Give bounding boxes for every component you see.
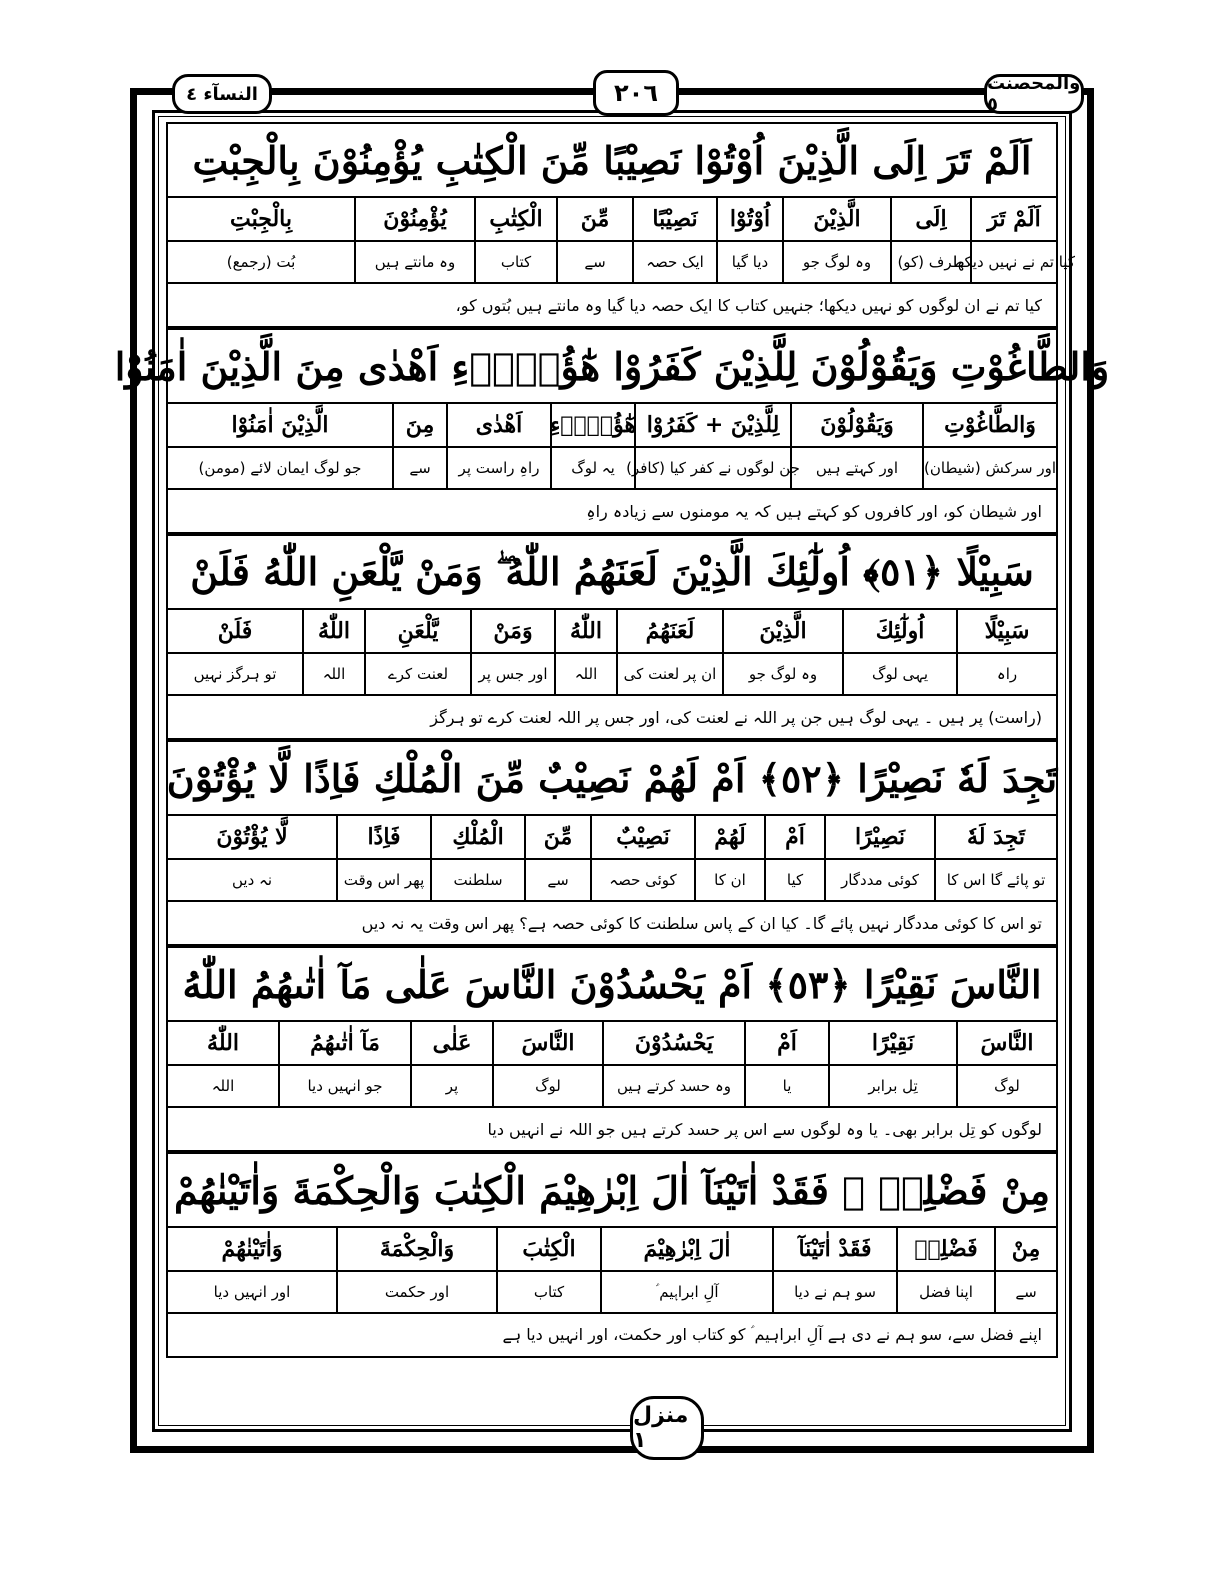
word-cell: نَصِيْبٌ	[590, 816, 694, 858]
meaning-cell: تِل برابر	[828, 1066, 956, 1106]
word-cell: اَهْدٰى	[446, 404, 550, 446]
word-cell: مِّنَ	[524, 816, 590, 858]
meaning-cell: اللہ	[211, 1077, 235, 1095]
meaning-cell: کوئی مددگار	[824, 860, 934, 900]
page-number: ٢٠٦	[593, 70, 679, 116]
word-cell: اللّٰهُ	[554, 610, 616, 652]
meaning-cell: لعنت کرے	[364, 654, 470, 694]
word-cell: يَحْسُدُوْنَ	[602, 1022, 744, 1064]
word-cell: النَّاسَ	[956, 1022, 1056, 1064]
meaning-cell: اور انہیں دیا	[213, 1283, 291, 1301]
meaning-cell: راہ	[956, 654, 1056, 694]
word-cell: سَبِيْلًا	[956, 610, 1056, 652]
urdu-meaning-row	[166, 860, 1058, 902]
arabic-word-row	[166, 1022, 1058, 1066]
meaning-cell: لوگ	[492, 1066, 602, 1106]
word-cell: لَهُمْ	[694, 816, 764, 858]
verse-line: سَبِيْلًا ﴿٥١﴾ اُولٰٓئِكَ الَّذِيْنَ لَعَنَهُمُ اللّٰهُ ۖ وَمَنْ يَّلْعَنِ اللّٰهُ فَلَنْ	[166, 534, 1058, 610]
meaning-cell: اور سرکش (شیطان)	[922, 448, 1056, 488]
word-cell: الَّذِيْنَ	[722, 610, 842, 652]
word-cell: لَعَنَهُمُ	[616, 610, 722, 652]
translation-line: اپنے فضل سے، سو ہم نے دی ہے آلِ ابراہیم ؑ کو کتاب اور حکمت، اور انہیں دیا ہے	[166, 1314, 1058, 1358]
word-cell: نَصِيْرًا	[824, 816, 934, 858]
verse-line: مِنْ فَضْلِهٖ ۚ فَقَدْ اٰتَيْنَآ اٰلَ اِبْرٰهِيْمَ الْكِتٰبَ وَالْحِكْمَةَ وَاٰتَيْنٰهُمْ	[166, 1152, 1058, 1228]
meaning-cell: یہ لوگ	[550, 448, 634, 488]
meaning-cell: سے	[524, 860, 590, 900]
meaning-cell: اور کہتے ہیں	[790, 448, 922, 488]
meaning-cell: جو انہیں دیا	[278, 1066, 410, 1106]
verse-line: تَجِدَ لَهٗ نَصِيْرًا ﴿٥٢﴾ اَمْ لَهُمْ نَصِيْبٌ مِّنَ الْمُلْكِ فَاِذًا لَّا يُؤْتُوْنَ	[166, 740, 1058, 816]
word-cell: وَالْحِكْمَةَ	[336, 1228, 496, 1270]
word-cell: اُولٰٓئِكَ	[842, 610, 956, 652]
meaning-cell: کیا تم نے نہیں دیکھا	[970, 242, 1056, 282]
verse-line: وَالطَّاغُوْتِ وَيَقُوْلُوْنَ لِلَّذِيْنَ كَفَرُوْا هٰٓؤُلَاۤءِ اَهْدٰى مِنَ الَّذِيْنَ اٰمَنُوْا	[166, 328, 1058, 404]
urdu-meaning-row	[166, 1066, 1058, 1108]
word-cell: مِنَ	[392, 404, 446, 446]
meaning-cell: سے	[556, 242, 632, 282]
translation-line: اور شیطان کو، اور کافروں کو کہتے ہیں کہ یہ مومنوں سے زیادہ راہِ	[166, 490, 1058, 534]
meaning-cell: یا	[744, 1066, 828, 1106]
word-cell: اَمْ	[764, 816, 824, 858]
word-cell: نَقِيْرًا	[828, 1022, 956, 1064]
meaning-cell: اللہ	[554, 654, 616, 694]
word-cell: مَآ اٰتٰىهُمُ	[278, 1022, 410, 1064]
meaning-cell: کوئی حصہ	[590, 860, 694, 900]
word-cell: نَصِيْبًا	[632, 198, 716, 240]
meaning-cell: پھر اس وقت	[336, 860, 430, 900]
word-cell: الَّذِيْنَ	[782, 198, 890, 240]
urdu-meaning-row	[166, 654, 1058, 696]
meaning-cell: وہ مانتے ہیں	[354, 242, 474, 282]
meaning-cell: سے	[994, 1272, 1056, 1312]
word-cell: وَمَنْ	[470, 610, 554, 652]
meaning-cell: بُت (رجمع)	[226, 253, 296, 271]
arabic-word-row	[166, 1228, 1058, 1272]
word-cell: مِنْ	[994, 1228, 1056, 1270]
word-cell: مِّنَ	[556, 198, 632, 240]
word-cell: اٰلَ اِبْرٰهِيْمَ	[600, 1228, 772, 1270]
translation-line: کیا تم نے ان لوگوں کو نہیں دیکھا؛ جنہیں کتاب کا ایک حصہ دیا گیا وہ مانتے ہیں بُتوں کو،	[166, 284, 1058, 328]
arabic-word-row	[166, 404, 1058, 448]
meaning-cell: اپنا فضل	[896, 1272, 994, 1312]
word-cell: فَضْلِهٖ	[896, 1228, 994, 1270]
meaning-cell: پر	[410, 1066, 492, 1106]
arabic-word-row	[166, 198, 1058, 242]
meaning-cell: آلِ ابراہیم ؑ	[600, 1272, 772, 1312]
meaning-cell: جو لوگ ایمان لائے (مومن)	[198, 459, 362, 477]
word-cell: الْكِتٰبَ	[496, 1228, 600, 1270]
word-cell: بِالْجِبْتِ	[230, 206, 292, 232]
translation-line: تو اس کا کوئی مددگار نہیں پائے گا۔ کیا ان کے پاس سلطنت کا کوئی حصہ ہے؟ پھر اس وقت یہ نہ دیں	[166, 902, 1058, 946]
word-cell: فَقَدْ اٰتَيْنَآ	[772, 1228, 896, 1270]
word-cell: اَمْ	[744, 1022, 828, 1064]
meaning-cell: وہ لوگ جو	[782, 242, 890, 282]
word-cell: عَلٰى	[410, 1022, 492, 1064]
meaning-cell: کیا	[764, 860, 824, 900]
meaning-cell: سلطنت	[430, 860, 524, 900]
meaning-cell: تو پائے گا اس کا	[934, 860, 1056, 900]
urdu-meaning-row	[166, 1272, 1058, 1314]
translation-line: لوگوں کو تِل برابر بھی۔ یا وہ لوگوں سے اس پر حسد کرتے ہیں جو اللہ نے انہیں دیا	[166, 1108, 1058, 1152]
word-cell: فَاِذًا	[336, 816, 430, 858]
meaning-cell: اللہ	[302, 654, 364, 694]
meaning-cell: طرف (کو)	[890, 242, 970, 282]
word-cell: الْكِتٰبِ	[474, 198, 556, 240]
urdu-meaning-row	[166, 242, 1075, 284]
meaning-cell: اور جس پر	[470, 654, 554, 694]
word-cell: اِلَى	[890, 198, 970, 240]
meaning-cell: سو ہم نے دیا	[772, 1272, 896, 1312]
translation-line: (راست) پر ہیں ۔ یہی لوگ ہیں جن پر اللہ نے لعنت کی، اور جس پر اللہ لعنت کرے تو ہرگز	[166, 696, 1058, 740]
word-cell: لَّا يُؤْتُوْنَ	[216, 824, 288, 850]
word-cell: اللّٰهُ	[207, 1030, 239, 1056]
urdu-meaning-row	[166, 448, 1058, 490]
word-cell: لِلَّذِيْنَ + كَفَرُوْا	[634, 404, 790, 446]
meaning-cell: وہ حسد کرتے ہیں	[602, 1066, 744, 1106]
word-cell: فَلَنْ	[217, 618, 253, 644]
word-cell: الَّذِيْنَ اٰمَنُوْا	[231, 412, 329, 438]
word-cell: اُوْتُوْا	[716, 198, 782, 240]
meaning-cell: تو ہرگز نہیں	[193, 665, 277, 683]
word-cell: اللّٰهُ	[302, 610, 364, 652]
meaning-cell: یہی لوگ	[842, 654, 956, 694]
meaning-cell: ان کا	[694, 860, 764, 900]
word-cell: تَجِدَ لَهٗ	[934, 816, 1056, 858]
meaning-cell: ان پر لعنت کی	[616, 654, 722, 694]
meaning-cell: کتاب	[474, 242, 556, 282]
word-cell: وَالطَّاغُوْتِ	[922, 404, 1056, 446]
word-cell: اَلَمْ تَرَ	[970, 198, 1056, 240]
meaning-cell: وہ لوگ جو	[722, 654, 842, 694]
word-cell: يَّلْعَنِ	[364, 610, 470, 652]
meaning-cell: راہِ راست پر	[446, 448, 550, 488]
meaning-cell: دیا گیا	[716, 242, 782, 282]
word-cell: الْمُلْكِ	[430, 816, 524, 858]
arabic-word-row	[166, 816, 1058, 860]
word-cell: وَيَقُوْلُوْنَ	[790, 404, 922, 446]
meaning-cell: اور حکمت	[336, 1272, 496, 1312]
verse-line: اَلَمْ تَرَ اِلَى الَّذِيْنَ اُوْتُوْا نَصِيْبًا مِّنَ الْكِتٰبِ يُؤْمِنُوْنَ بِالْجِبْتِ	[166, 122, 1058, 198]
meaning-cell: جن لوگوں نے کفر کیا (کافر)	[634, 448, 790, 488]
manzil-marker: منزل ١	[630, 1396, 704, 1460]
meaning-cell: سے	[392, 448, 446, 488]
meaning-cell: کتاب	[496, 1272, 600, 1312]
word-cell: هٰٓؤُلَاۤءِ	[550, 404, 634, 446]
juz-name: والمحصنت ٥	[984, 74, 1084, 114]
surah-name: النسآء ٤	[172, 74, 272, 114]
word-cell: يُؤْمِنُوْنَ	[354, 198, 474, 240]
word-cell: وَاٰتَيْنٰهُمْ	[221, 1236, 283, 1262]
meaning-cell: نہ دیں	[232, 871, 273, 889]
word-cell: النَّاسَ	[492, 1022, 602, 1064]
meaning-cell: ایک حصہ	[632, 242, 716, 282]
verse-line: النَّاسَ نَقِيْرًا ﴿٥٣﴾ اَمْ يَحْسُدُوْنَ النَّاسَ عَلٰى مَآ اٰتٰىهُمُ اللّٰهُ	[166, 946, 1058, 1022]
arabic-word-row	[166, 610, 1058, 654]
page-content	[114, 122, 1110, 1418]
meaning-cell: لوگ	[956, 1066, 1056, 1106]
